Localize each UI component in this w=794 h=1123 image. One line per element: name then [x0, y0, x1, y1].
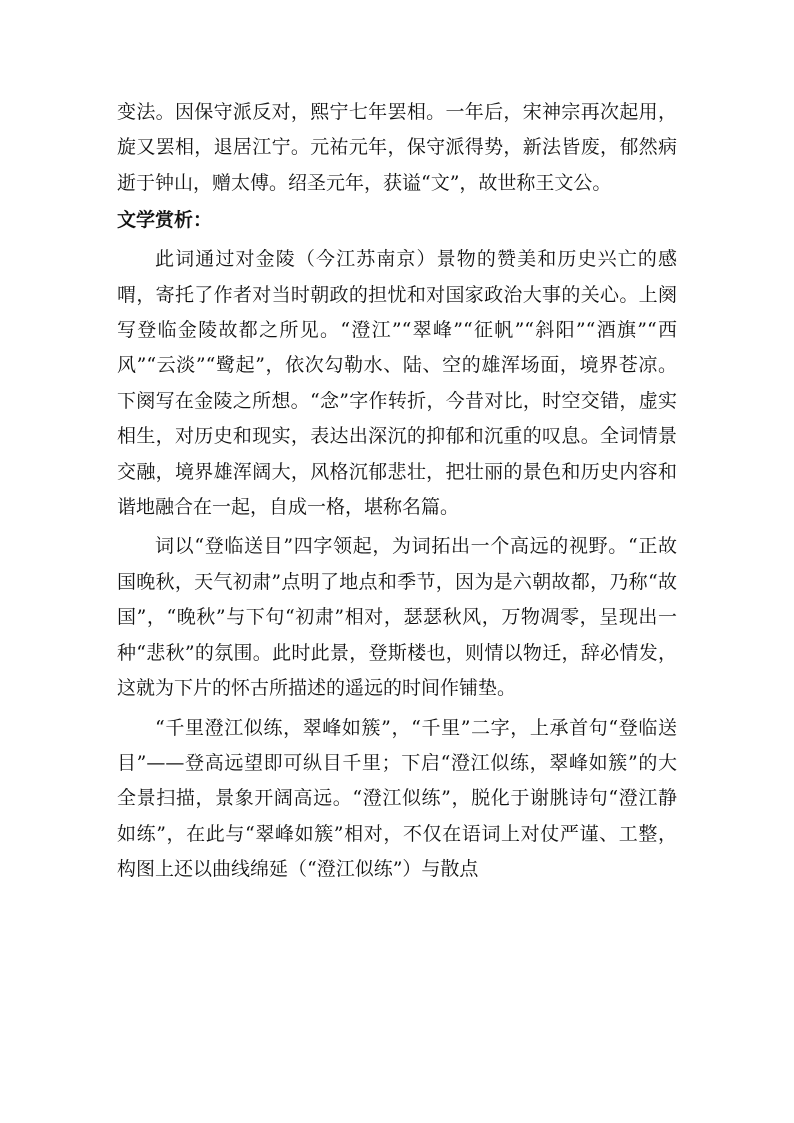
body-paragraph-1: 此词通过对金陵（今江苏南京）景物的赞美和历史兴亡的感喟，寄托了作者对当时朝政的担忧和对国家政治大事的关心。上阕写登临金陵故都之所见。“澄江”“翠峰”“征帆”“斜阳”“酒旗”“西风”“云淡”“鹭起”，依次勾勒水、陆、空的雄浑场面，境界苍凉。下阕写在金陵之所想。“念”字作转折，今昔对比，时空交错，虚实相生，对历史和现实，表达出深沉的抑郁和沉重的叹息。全词情景交融，境界雄浑阔大，风格沉郁悲壮，把壮丽的景色和历史内容和谐地融合在一起，自成一格，堪称名篇。: [117, 248, 677, 519]
body-paragraph-3: “千里澄江似练，翠峰如簇”，“千里”二字，上承首句“登临送目”——登高远望即可纵目千里；下启“澄江似练，翠峰如簇”的大全景扫描，景象开阔高远。“澄江似练”，脱化于谢朓诗句“澄江静如练”，在此与“翠峰如簇”相对，不仅在语词上对仗严谨、工整，构图上还以曲线绵延（“澄江似练”）与散点: [117, 716, 677, 881]
intro-paragraph: 变法。因保守派反对，熙宁七年罢相。一年后，宋神宗再次起用，旋又罢相，退居江宁。元祐元年，保守派得势，新法皆废，郁然病逝于钟山，赠太傅。绍圣元年，获谥“文”，故世称王文公。: [117, 101, 677, 194]
body-paragraph-2: 词以“登临送目”四字领起，为词拓出一个高远的视野。“正故国晚秋，天气初肃”点明了地点和季节，因为是六朝故都，乃称“故国”，“晚秋”与下句“初肃”相对，瑟瑟秋风，万物凋零，呈现出一种“悲秋”的氛围。此时此景，登斯楼也，则情以物迁，辞必情发，这就为下片的怀古所描述的遥远的时间作铺垫。: [117, 535, 677, 700]
section-heading: 文学赏析：: [117, 209, 213, 232]
document-page: [117, 95, 677, 888]
